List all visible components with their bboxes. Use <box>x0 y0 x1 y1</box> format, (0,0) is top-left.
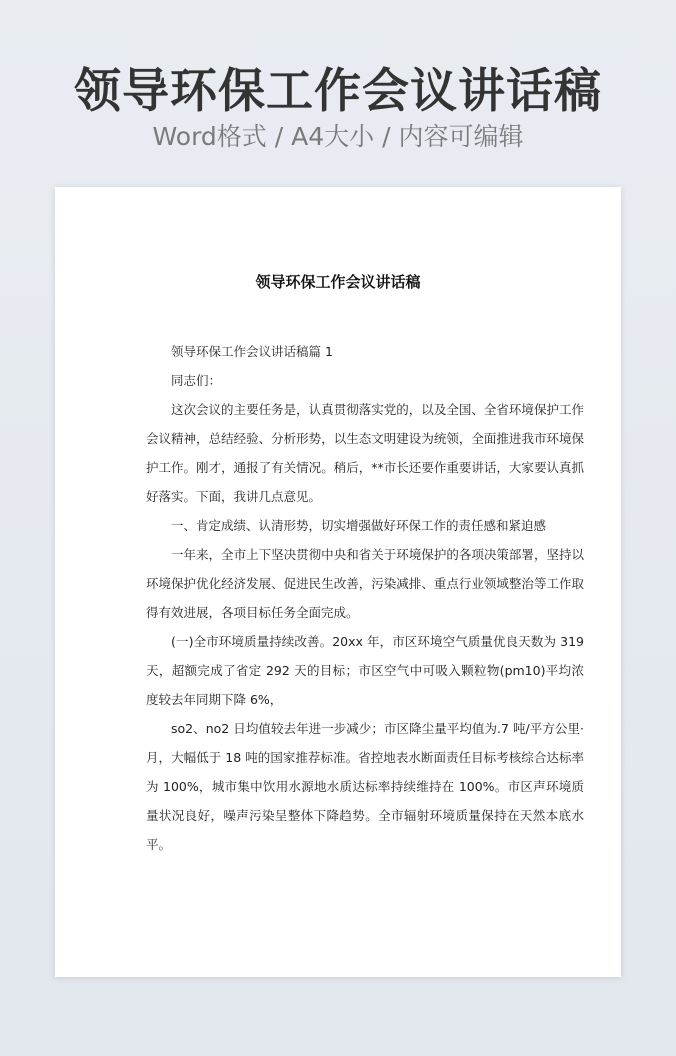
banner-title: 领导环保工作会议讲话稿 <box>74 64 602 119</box>
body-paragraph: so2、no2 日均值较去年进一步减少；市区降尘量平均值为.7 吨/平方公里·月，大幅低于 18 吨的国家推荐标准。省控地表水断面责任目标考核综合达标率为 100%，城市集中饮用水源地水质达标率持续维持在 100%。市区声环境质量状况良好，噪声污染呈整体下降趋势。全市辐射环境质量保持在天然本底水平。 <box>146 721 584 852</box>
banner-subtitle: Word格式 / A4大小 / 内容可编辑 <box>152 122 524 151</box>
document-body <box>146 337 584 859</box>
body-paragraph: (一)全市环境质量持续改善。20xx 年，市区环境空气质量优良天数为 319 天，超额完成了省定 292 天的目标；市区空气中可吸入颗粒物(pm10)平均浓度较去年同期下降 6%， <box>146 634 584 707</box>
body-paragraph: 这次会议的主要任务是，认真贯彻落实党的，以及全国、全省环境保护工作会议精神，总结经验、分析形势，以生态文明建设为统领，全面推进我市环境保护工作。刚才，通报了有关情况。稍后，**市长还要作重要讲话，大家要认真抓好落实。下面，我讲几点意见。 <box>146 402 584 504</box>
salutation: 同志们： <box>171 373 222 388</box>
subheading-paragraph: 一、肯定成绩、认清形势，切实增强做好环保工作的责任感和紧迫感 <box>171 518 547 533</box>
document-title: 领导环保工作会议讲话稿 <box>255 273 421 291</box>
body-paragraph: 一年来，全市上下坚决贯彻中央和省关于环境保护的各项决策部署，坚持以环境保护优化经济发展、促进民生改善，污染减排、重点行业领域整治等工作取得有效进展，各项目标任务全面完成。 <box>146 547 584 620</box>
document-page <box>55 187 621 977</box>
section-heading: 领导环保工作会议讲话稿篇 1 <box>171 344 333 359</box>
